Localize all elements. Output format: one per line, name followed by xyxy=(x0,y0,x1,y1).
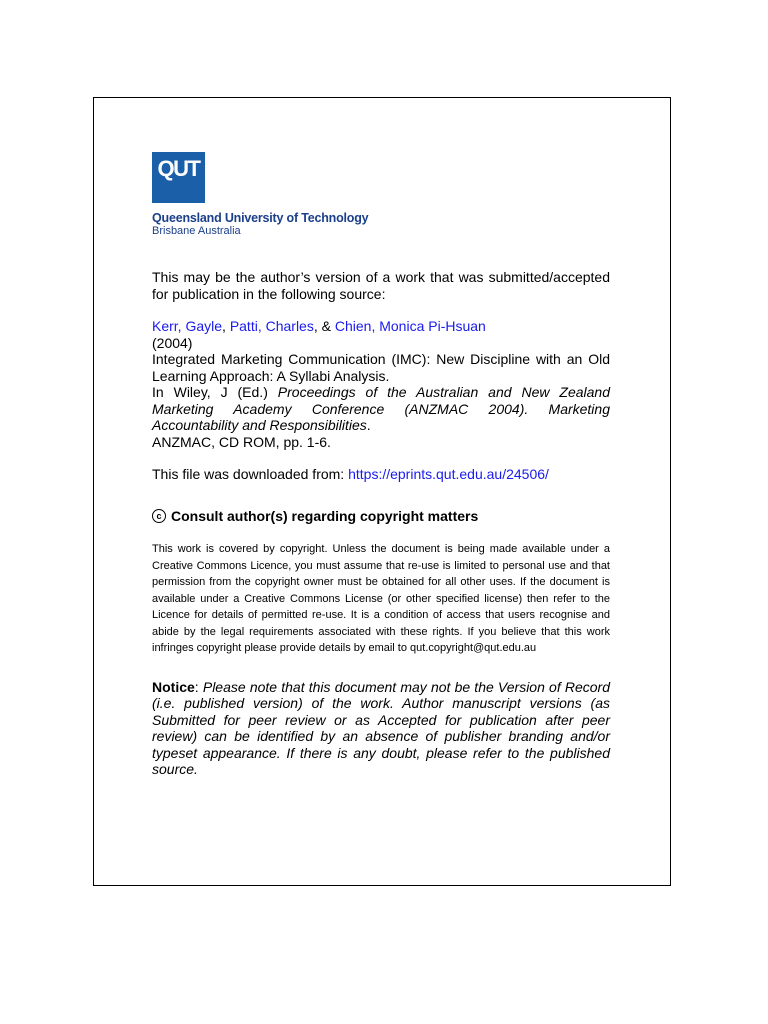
cover-sheet xyxy=(152,152,610,778)
editor-prefix: In Wiley, J (Ed.) xyxy=(152,384,278,400)
citation-title: Integrated Marketing Communication (IMC): New Discipline with an Old Learning Approach: A Syllabi Analysis. xyxy=(152,351,610,384)
download-line xyxy=(152,466,610,483)
notice-label: Notice xyxy=(152,678,195,695)
author-separator: , & xyxy=(313,318,335,334)
author-separator: , xyxy=(222,318,230,334)
intro-text: This may be the author’s version of a work that was submitted/accepted for publication in the following source: xyxy=(152,269,610,302)
university-location: Brisbane Australia xyxy=(152,225,241,237)
copyright-heading-text: Consult author(s) regarding copyright matters xyxy=(171,507,479,524)
citation-year: (2004) xyxy=(152,334,193,351)
citation-block xyxy=(152,318,610,450)
proceedings-end: . xyxy=(366,417,371,433)
author-link-kerr[interactable]: Kerr, Gayle xyxy=(152,318,223,334)
university-name: Queensland University of Technology xyxy=(152,211,369,225)
citation-publisher: ANZMAC, CD ROM, pp. 1-6. xyxy=(152,433,331,450)
copyright-heading xyxy=(152,508,610,525)
citation-source xyxy=(152,384,610,434)
copyright-body: This work is covered by copyright. Unless the document is being made available under a Creative Commons Licence, you must assume that re-use is limited to personal use and that permission from the copyright owner must be obtained for all other uses. If the document is available under a Creative Commons License (or other specified license) then refer to the Licence for details of permitted re-use. It is a condition of access that users recognise and abide by the legal requirements associated with these rights. If you believe that this work infringes copyright please provide details by email to qut.copyright@qut.edu.au xyxy=(152,543,610,654)
notice-colon: : xyxy=(194,678,203,695)
download-label: This file was downloaded from: xyxy=(152,466,349,482)
copyright-icon: c xyxy=(152,509,166,523)
qut-logo-mark: QUT xyxy=(157,156,200,181)
author-link-patti[interactable]: Patti, Charles xyxy=(229,318,314,334)
author-link-chien[interactable]: Chien, Monica Pi-Hsuan xyxy=(334,318,486,334)
qut-logo xyxy=(152,152,205,203)
author-line xyxy=(152,318,610,335)
download-url-link[interactable]: https://eprints.qut.edu.au/24506/ xyxy=(348,466,549,482)
notice-paragraph xyxy=(152,679,610,778)
notice-text: Please note that this document may not be the Version of Record (i.e. published version) of the work. Author manuscript versions (as Submitted for peer review or as Accepted for publication after peer review) can be identified by an absence of publisher branding and/or typeset appearance. If there is any doubt, please refer to the published source. xyxy=(152,678,610,777)
proceedings-title: Proceedings of the Australian and New Zealand Marketing Academy Conference (ANZMAC 2004). Marketing Accountability and Responsibilities xyxy=(152,384,610,433)
